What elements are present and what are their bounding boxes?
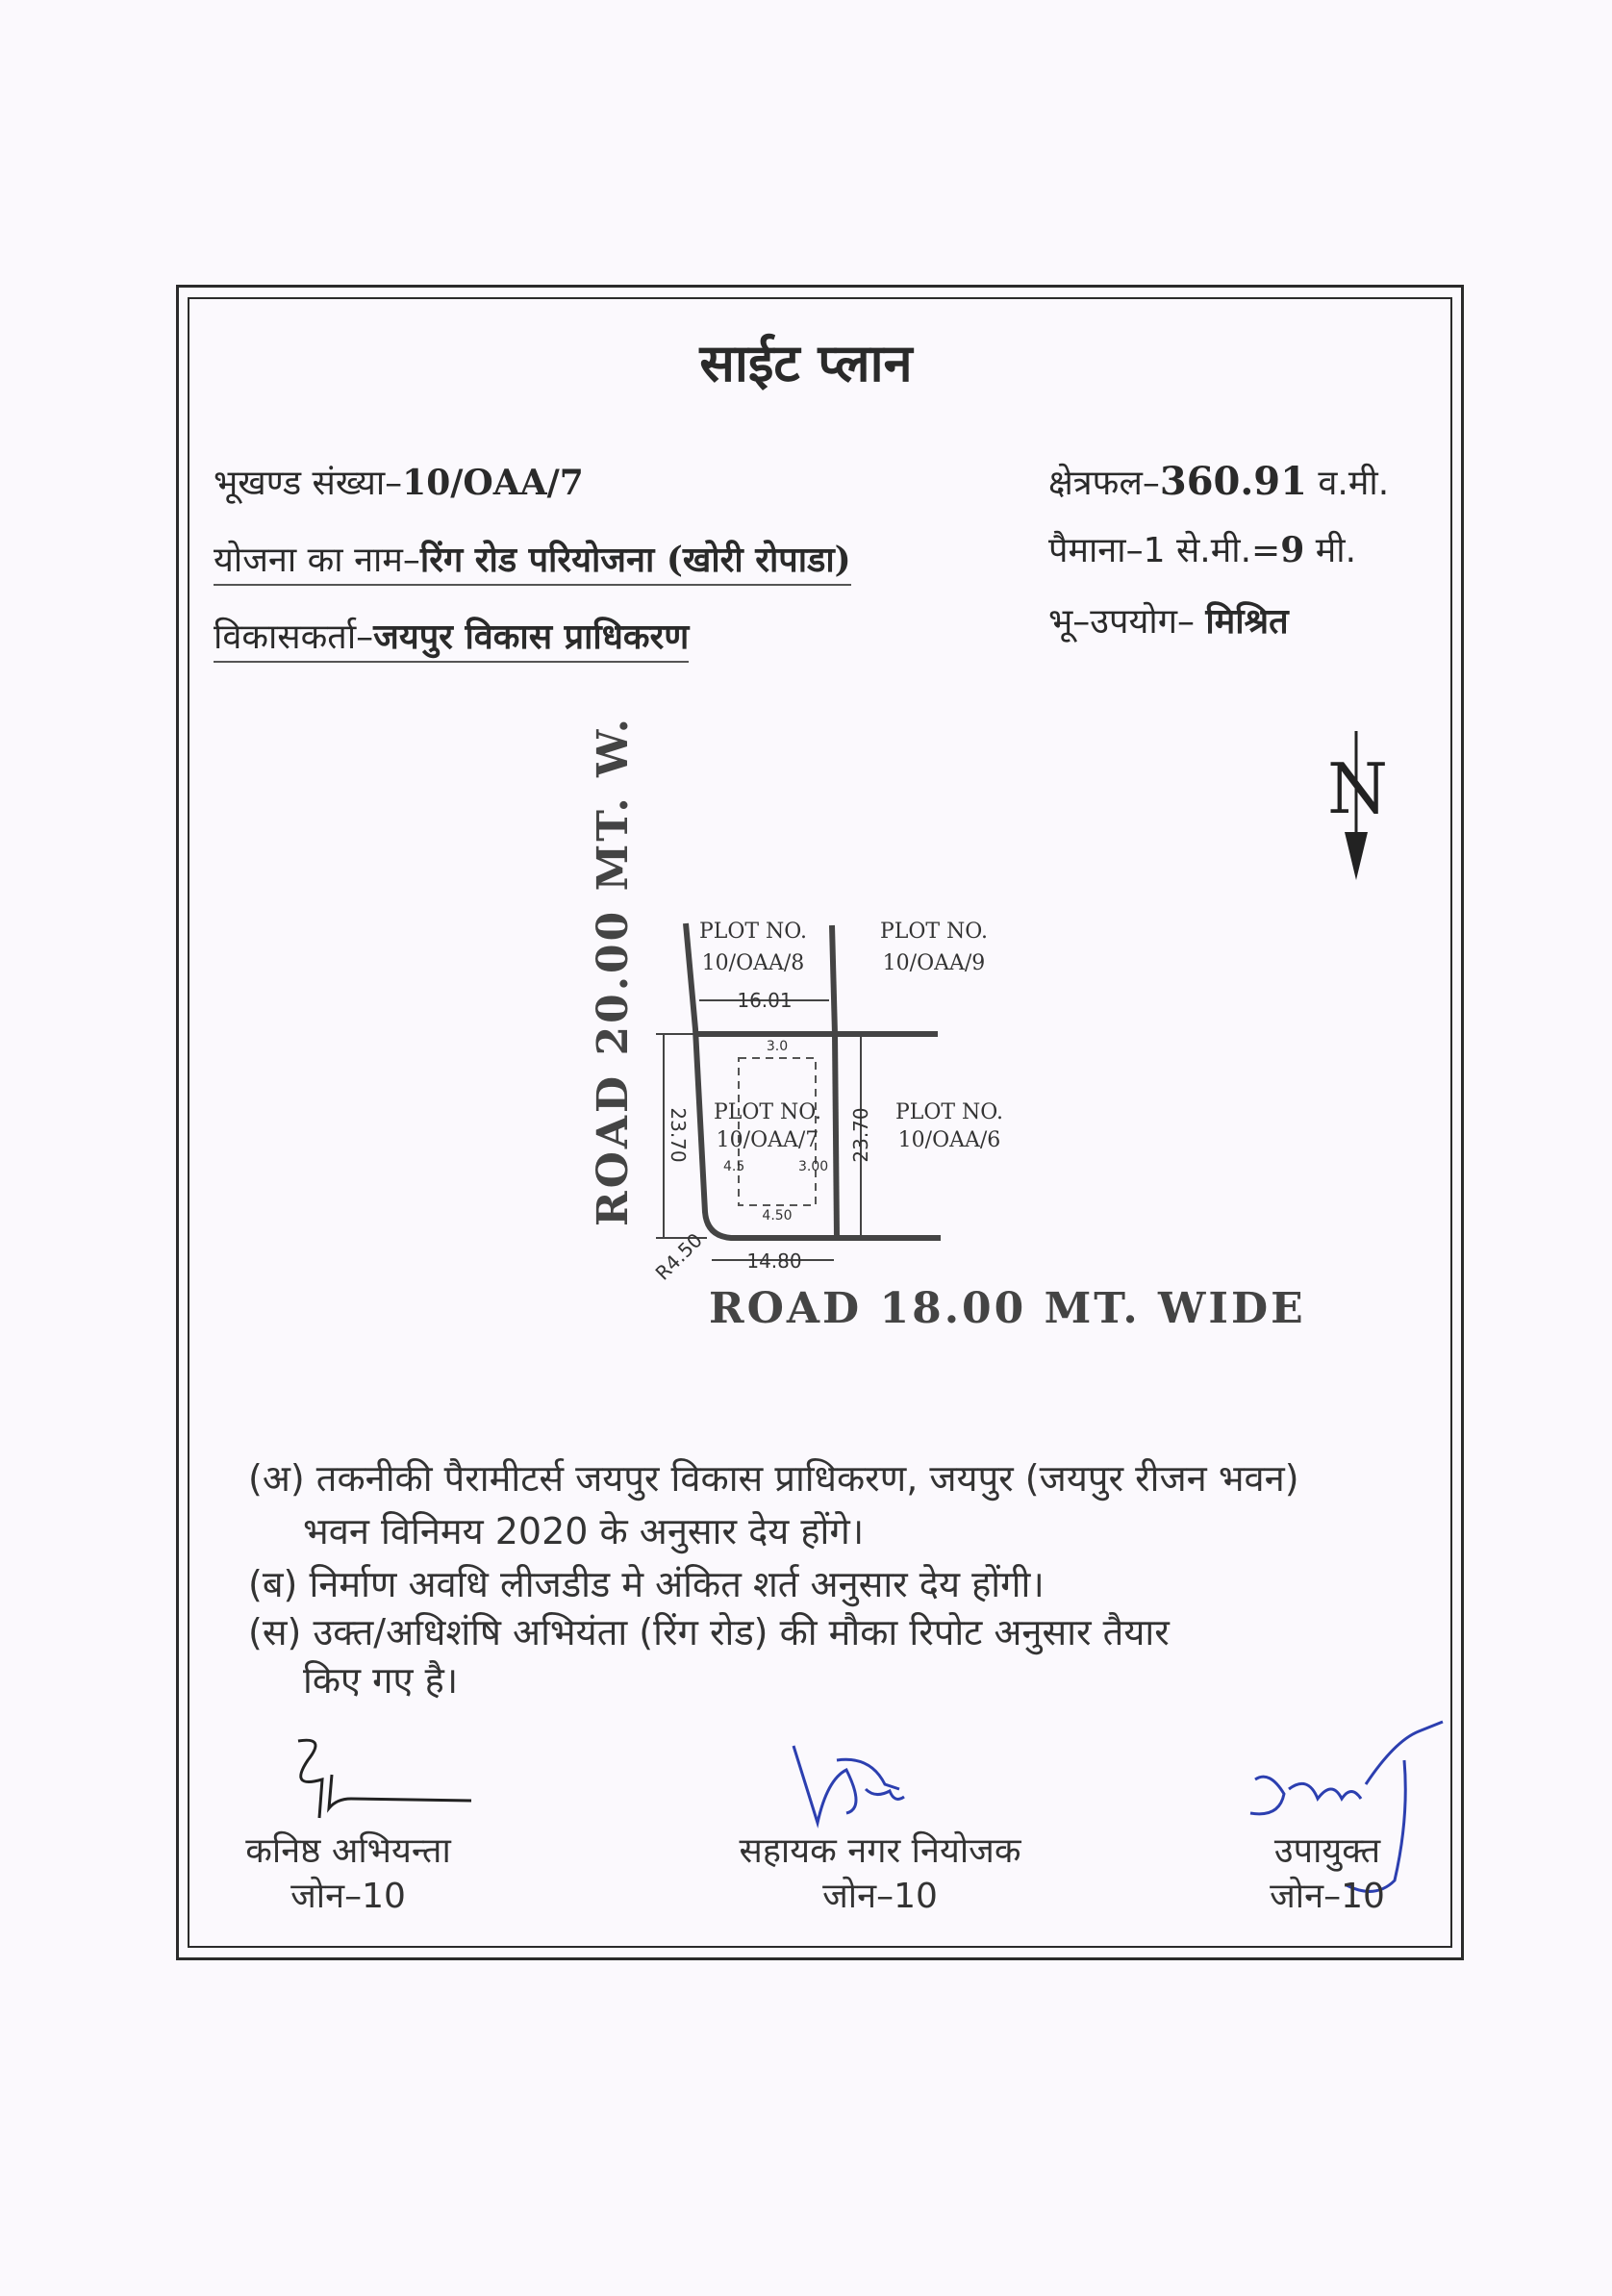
signatory-3-zone: जोन–10: [1270, 1877, 1385, 1916]
signatory-1-zone: जोन–10: [290, 1877, 406, 1916]
setback-front: 3.0: [766, 1039, 789, 1054]
landuse-label: भू–उपयोग–: [1048, 602, 1195, 642]
note-b-text1: निर्माण अवधि लीजडीड मे अंकित शर्त अनुसार देय होंगी।: [309, 1563, 1045, 1605]
plot-d-label-1: PLOT NO.: [894, 1100, 1004, 1124]
dim-left: 23.70: [667, 1107, 690, 1163]
north-arrow-icon: [1327, 731, 1388, 880]
scheme-value: रिंग रोड परियोजना (खोरी रोपाडा): [419, 540, 851, 580]
road-bottom-label: ROAD 18.00 MT. WIDE: [709, 1284, 1306, 1333]
plot-b-label-2: 10/OAA/9: [882, 951, 986, 975]
developer-label: विकासकर्ता–: [214, 618, 374, 657]
note-c-text1: उक्त/अधिशंषि अभियंता (रिंग रोड) की मौका रिपोट अनुसार तैयार: [313, 1611, 1170, 1653]
plot-c-label-2: 10/OAA/7: [716, 1128, 819, 1152]
area-unit: व.मी.: [1318, 464, 1390, 503]
area-label: क्षेत्रफल–: [1048, 464, 1160, 503]
area-value: 360.91: [1159, 459, 1307, 504]
plot-c-label-1: PLOT NO.: [713, 1100, 822, 1124]
scale-value: 9: [1280, 530, 1305, 570]
signatory-1-title: कनिष्ठ अभियन्ता: [245, 1831, 451, 1871]
scale-label: पैमाना–1 से.मी.=: [1048, 531, 1281, 570]
scale-unit: मी.: [1315, 531, 1357, 570]
north-label: N: [1327, 748, 1388, 829]
plot-number-value: 10/OAA/7: [402, 463, 584, 503]
plot-number-label: भूखण्ड संख्या–: [214, 464, 403, 503]
signatory-2-zone: जोन–10: [822, 1877, 938, 1916]
note-a-prefix: (अ): [248, 1457, 305, 1500]
note-a-line1: [248, 1452, 1299, 1502]
setback-side-left: 4.5: [723, 1159, 745, 1174]
note-c-prefix: (स): [248, 1611, 302, 1653]
dim-right: 23.70: [849, 1107, 872, 1163]
note-a-text1: तकनीकी पैरामीटर्स जयपुर विकास प्राधिकरण, जयपुर (जयपुर रीजन भवन): [315, 1457, 1299, 1500]
plot-d-label-2: 10/OAA/6: [897, 1128, 1001, 1152]
note-b-prefix: (ब): [248, 1563, 298, 1605]
scheme-label: योजना का नाम–: [214, 541, 420, 580]
landuse-value: मिश्रित: [1205, 601, 1289, 642]
signature-1: [298, 1740, 471, 1818]
setback-side-right: 3.00: [798, 1159, 829, 1174]
note-a-line2: भवन विनिमय 2020 के अनुसार देय होंगे।: [303, 1510, 865, 1552]
road-left-label: ROAD 20.00 MT. W.: [589, 716, 638, 1226]
signatory-3-title: उपायुक्त: [1273, 1831, 1381, 1871]
signatory-2-title: सहायक नगर नियोजक: [739, 1831, 1021, 1871]
developer-value: जयपुर विकास प्राधिकरण: [373, 617, 690, 657]
page-title: साईट प्लान: [699, 333, 913, 393]
note-c-line2: किए गए है।: [303, 1659, 459, 1702]
note-b-line1: [248, 1558, 1045, 1608]
corner-radius: R4.50: [650, 1228, 707, 1285]
dim-bottom: 14.80: [746, 1249, 802, 1273]
plot-b-label-1: PLOT NO.: [879, 920, 989, 944]
dim-top: 16.01: [737, 989, 793, 1012]
signature-2: [793, 1746, 904, 1823]
plot-a-label-1: PLOT NO.: [698, 920, 808, 944]
setback-rear: 4.50: [762, 1208, 793, 1224]
note-c-line1: [248, 1606, 1170, 1656]
plot-a-label-2: 10/OAA/8: [701, 951, 805, 975]
